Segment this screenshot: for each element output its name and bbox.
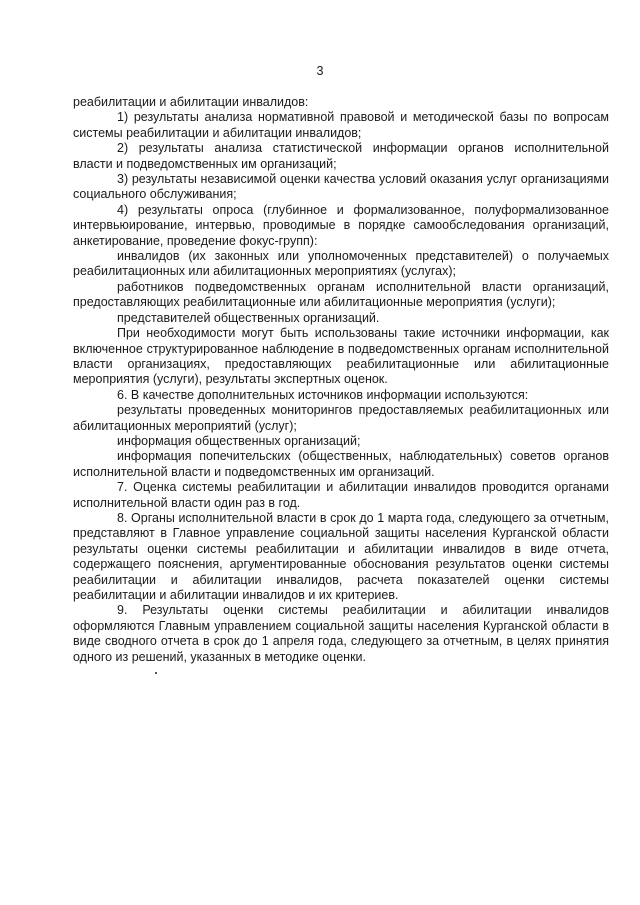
paragraph: 6. В качестве дополнительных источников информации используются: xyxy=(117,387,529,402)
paragraph: информация общественных организаций; xyxy=(117,433,361,448)
paragraph: 8. Органы исполнительной власти в срок до 1 марта года, следующего за отчетным, представляют в Главное управление социальной защиты населения Курганской области результаты оценки системы реабилитации и абилитации инвалидов в виде отчета, содержащего пояснения, аргументированные обоснования результатов оценки системы реабилитации и абилитации инвалидов, расчета показателей оценки системы реабилитации и абилитации инвалидов и их критериев. xyxy=(73,510,609,602)
paragraph: работников подведомственных органам исполнительной власти организаций, предоставляющих реабилитационные или абилитационные мероприятия (услуги); xyxy=(73,279,609,310)
paragraph: реабилитации и абилитации инвалидов: xyxy=(73,95,309,109)
paragraph: результаты проведенных мониторингов предоставляемых реабилитационных или абилитационных мероприятий (услуг); xyxy=(73,403,609,433)
paragraph: представителей общественных организаций. xyxy=(117,310,380,325)
paragraph: 4) результаты опроса (глубинное и формализованное, полуформализованное интервьюирование, интервью, проводимые в порядке самообследования организаций, анкетирование, проведение фокус-групп): xyxy=(73,202,609,248)
paragraph: 7. Оценка системы реабилитации и абилитации инвалидов проводится органами исполнительной власти один раз в год. xyxy=(73,480,609,510)
scan-mark xyxy=(155,672,157,674)
paragraph: 9. Результаты оценки системы реабилитации и абилитации инвалидов оформляются Главным управлением социальной защиты населения Курганской области в виде сводного отчета в срок до 1 апреля года, следующего за отчетным, в целях принятия одного из решений, указанных в методике оценки. xyxy=(73,603,609,664)
paragraph: 1) результаты анализа нормативной правовой и методической базы по вопросам системы реабилитации и абилитации инвалидов; xyxy=(73,110,609,140)
paragraph: информация попечительских (общественных, наблюдательных) советов органов исполнительной власти и подведомственных им организаций. xyxy=(73,449,609,479)
document-body xyxy=(73,95,609,665)
paragraph: 3) результаты независимой оценки качества условий оказания услуг организациями социального обслуживания; xyxy=(73,172,609,202)
page-number: 3 xyxy=(316,64,324,78)
paragraph: инвалидов (их законных или уполномоченных представителей) о получаемых реабилитационных или абилитационных мероприятиях (услугах); xyxy=(73,249,609,279)
paragraph: При необходимости могут быть использованы такие источники информации, как включенное структурированное наблюдение в подведомственных органам исполнительной власти организациях, предоставляющих реабилитационные или абилитационные мероприятия (услуги), результаты экспертных оценок. xyxy=(73,326,609,387)
paragraph: 2) результаты анализа статистической информации органов исполнительной власти и подведомственных им организаций; xyxy=(73,141,609,171)
